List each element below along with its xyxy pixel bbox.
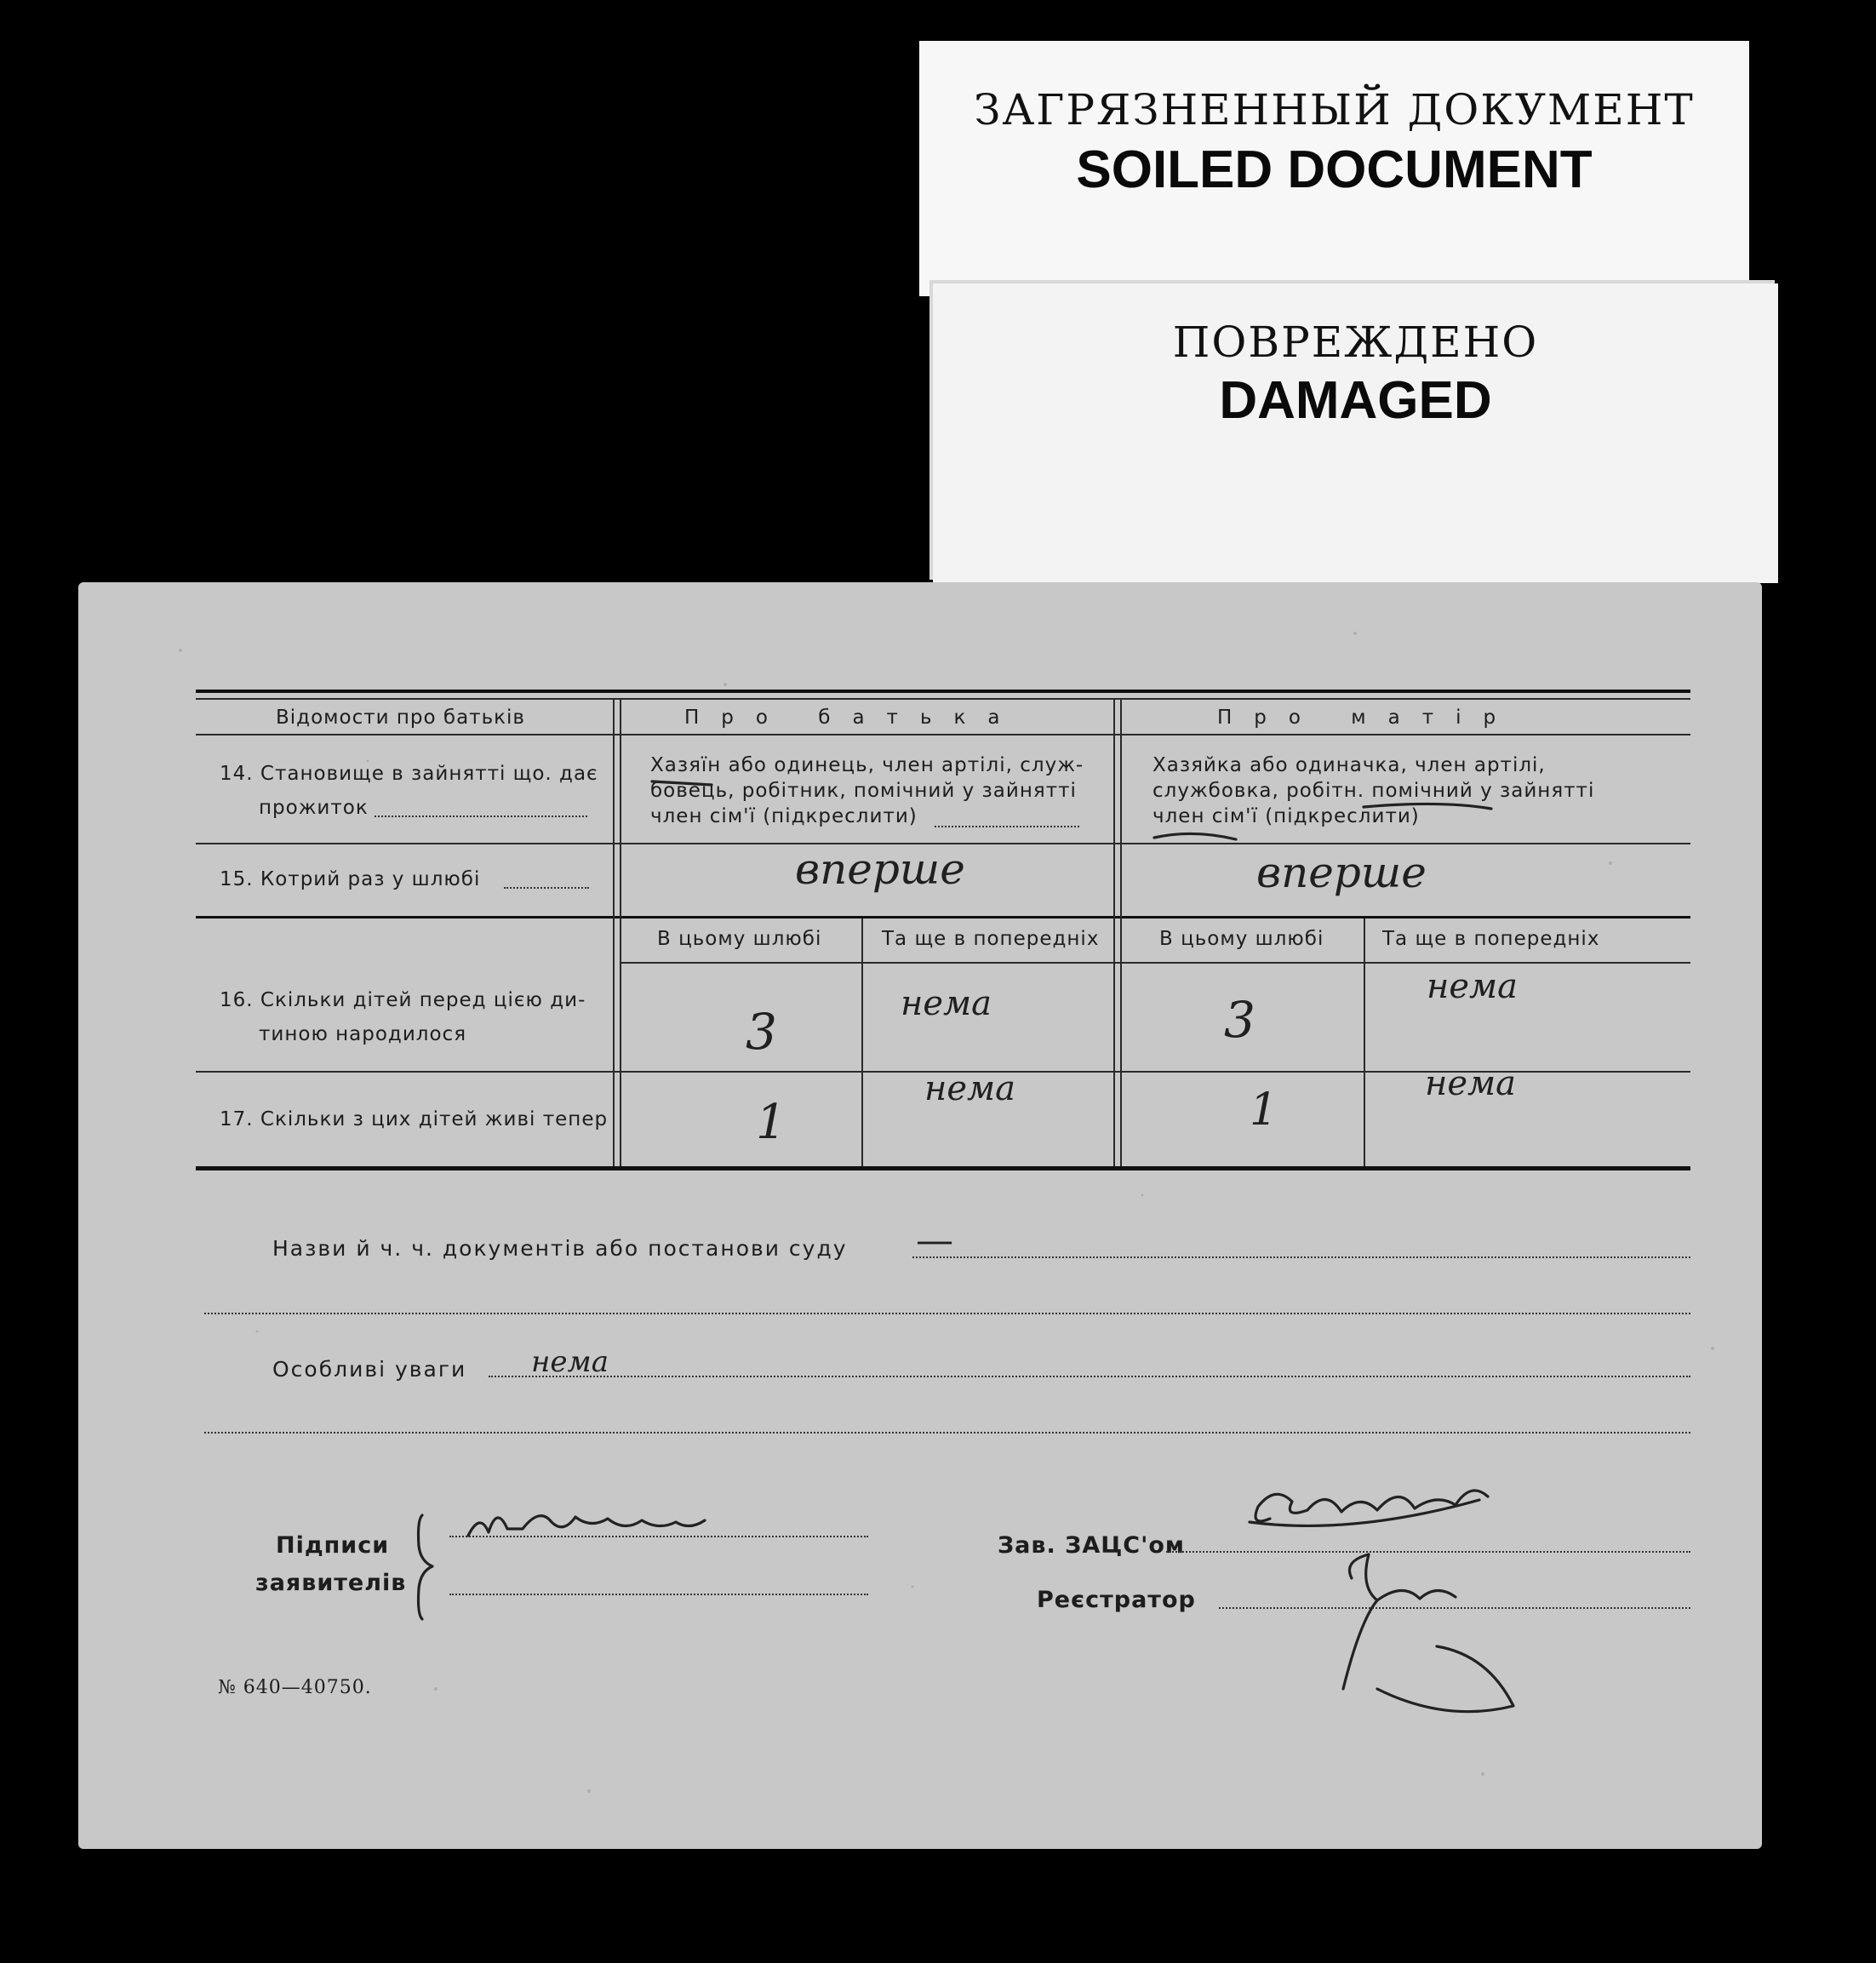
documents-value: — xyxy=(916,1219,953,1262)
row14-mother-line2: службовка, робітн. помічний у зайнятті xyxy=(1152,780,1595,802)
damaged-label-ru: ПОВРЕЖДЕНО xyxy=(1172,318,1539,367)
subheader-father-this-marriage: В цьому шлюбі xyxy=(657,928,822,950)
damaged-label-en: DAMAGED xyxy=(1219,371,1492,430)
row15-label-leader xyxy=(504,887,589,889)
soiled-document-label xyxy=(919,41,1749,296)
row16-father-this: 3 xyxy=(746,1003,777,1061)
row15-label: 15. Котрий раз у шлюбі xyxy=(220,868,481,890)
row17-father-this: 1 xyxy=(756,1095,786,1150)
row16-mother-previous: нема xyxy=(1427,967,1519,1006)
row14-underline-marks xyxy=(640,770,1696,846)
soiled-label-ru: ЗАГРЯЗНЕННЫЙ ДОКУМЕНТ xyxy=(974,85,1695,134)
subheader-mother-previous: Та ще в попередніх xyxy=(1382,928,1600,950)
table-top-rule-thin xyxy=(196,698,1690,700)
col-sep-2a xyxy=(1113,698,1115,1166)
header-about-mother: Про матір xyxy=(1217,707,1519,729)
header-bottom-rule xyxy=(196,734,1690,735)
row17-mother-previous: нема xyxy=(1425,1064,1517,1103)
row17-father-previous: нема xyxy=(924,1069,1016,1108)
row14-father-line3: член сім'ї (підкреслити) xyxy=(650,805,918,827)
row14-father-line1: Хазяїн або одинець, член артілі, служ- xyxy=(650,754,1084,776)
col-sep-2b xyxy=(1120,698,1122,1166)
damaged-document-label xyxy=(933,283,1778,583)
documents-line-2 xyxy=(204,1313,1690,1314)
row15-father-value: вперше xyxy=(795,844,965,894)
row14-label-line1: 14. Становище в зайнятті що. дає xyxy=(220,763,598,785)
row14-mother-line1: Хазяйка або одиначка, член артілі, xyxy=(1152,754,1546,776)
documents-line xyxy=(912,1256,1690,1258)
documents-label: Назви й ч. ч. документів або постанови суду xyxy=(272,1236,848,1261)
applicants-label-line1: Підписи xyxy=(276,1532,390,1559)
col-sep-mother-sub xyxy=(1364,919,1365,1166)
row17-mother-this: 1 xyxy=(1250,1085,1278,1136)
header-about-father: Про батька xyxy=(684,707,1022,729)
soiled-label-en: SOILED DOCUMENT xyxy=(1076,140,1593,199)
form-sheet xyxy=(78,582,1762,1849)
row16-father-previous: нема xyxy=(901,984,992,1023)
notes-value: нема xyxy=(531,1345,609,1379)
row14-mother-line3: член сім'ї (підкреслити) xyxy=(1152,805,1420,827)
row14-label-leader xyxy=(375,816,587,817)
applicants-label-line2: заявителів xyxy=(255,1570,407,1596)
notes-line xyxy=(489,1376,1690,1377)
table-bottom-rule xyxy=(196,1166,1690,1170)
official-signatures xyxy=(1233,1434,1658,1740)
col-sep-1a xyxy=(613,698,615,1166)
applicant-signature xyxy=(463,1495,769,1546)
head-registry-label: Зав. ЗАЦС'ом xyxy=(998,1532,1185,1559)
subheader-bottom-rule xyxy=(621,962,1690,964)
header-parents-info: Відомости про батьків xyxy=(276,707,525,729)
subheader-mother-this-marriage: В цьому шлюбі xyxy=(1159,928,1324,950)
row16-mother-this: 3 xyxy=(1224,991,1255,1049)
col-sep-1b xyxy=(620,698,621,1166)
row17-label: 17. Скільки з цих дітей живі тепер xyxy=(220,1108,609,1130)
row16-label-line1: 16. Скільки дітей перед цією ди- xyxy=(220,989,586,1011)
row16-label-line2: тиною народилося xyxy=(259,1023,467,1045)
row14-label-line2: прожиток xyxy=(259,797,369,819)
applicants-brace xyxy=(415,1512,441,1622)
applicant-signature-line-2 xyxy=(449,1594,868,1595)
notes-label: Особливі уваги xyxy=(272,1357,467,1382)
row15-mother-value: вперше xyxy=(1256,848,1427,897)
row14-father-line2: бовець, робітник, помічний у зайнятті xyxy=(650,780,1077,802)
row15-bottom-rule xyxy=(196,916,1690,919)
table-top-rule xyxy=(196,690,1690,693)
form-number: № 640—40750. xyxy=(218,1677,372,1698)
registrar-label: Реєстратор xyxy=(1037,1587,1196,1613)
subheader-father-previous: Та ще в попередніх xyxy=(882,928,1100,950)
col-sep-father-sub xyxy=(861,919,863,1166)
